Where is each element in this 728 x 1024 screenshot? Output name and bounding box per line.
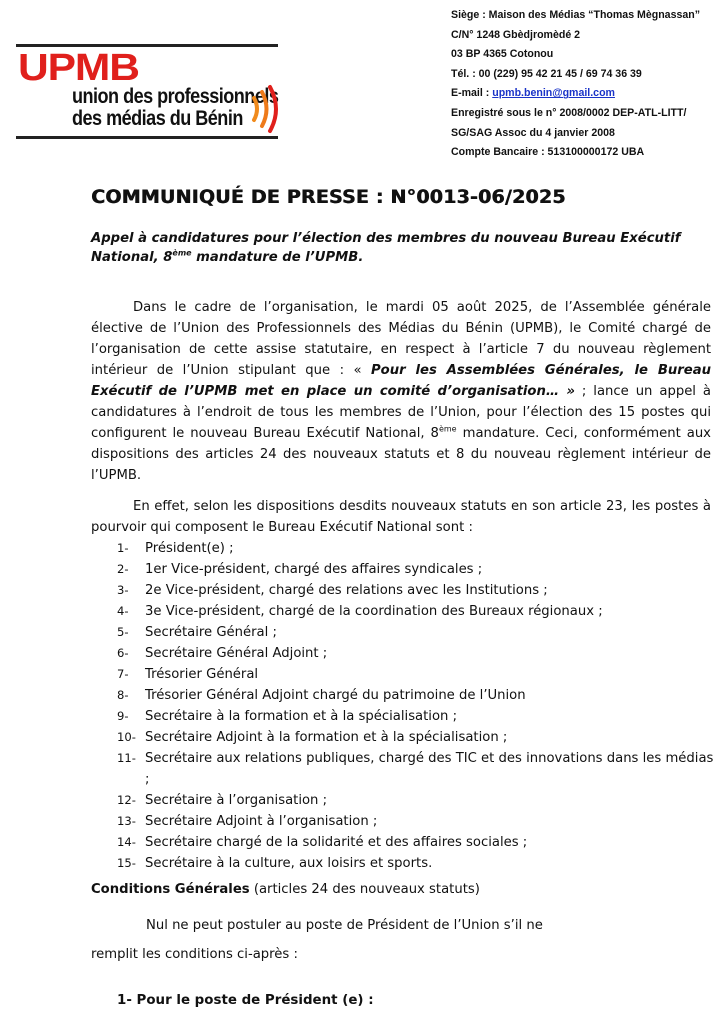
conditions-line-1: Nul ne peut postuler au poste de Président de l’Union s’il ne (146, 918, 543, 933)
list-number: 10- (117, 730, 136, 744)
list-item (117, 622, 717, 643)
list-item (117, 832, 717, 853)
list-number: 3- (117, 583, 129, 597)
list-item (117, 706, 717, 727)
list-item (117, 685, 717, 706)
conditions-heading (91, 882, 480, 897)
list-label: Secrétaire Adjoint à la formation et à la spécialisation ; (145, 730, 508, 745)
registration-line-1: Enregistré sous le n° 2008/0002 DEP-ATL-LITT/ (451, 106, 687, 119)
list-label: Secrétaire Général Adjoint ; (145, 646, 328, 661)
logo-rule-bottom (16, 136, 278, 139)
list-item (117, 580, 717, 601)
list-label: 1er Vice-président, chargé des affaires syndicales ; (145, 562, 483, 577)
list-item (117, 790, 717, 811)
email-link[interactable]: upmb.benin@gmail.com (492, 87, 615, 100)
list-label: Secrétaire Général ; (145, 625, 277, 640)
intro-text-b: ; lance un appel à candidatures à l’endroit de tous les membres de l’Union, pour l’élection des 15 postes qui configurent le nouveau Bureau Exécutif National, 8 (91, 384, 711, 441)
email-label: E-mail : (451, 87, 493, 100)
intro-sup: ème (438, 424, 457, 434)
list-label: Trésorier Général Adjoint chargé du patrimoine de l’Union (145, 688, 526, 703)
list-item (117, 853, 717, 874)
list-item (117, 538, 717, 559)
list-label: Secrétaire à l’organisation ; (145, 793, 328, 808)
upmb-logo (16, 44, 280, 140)
subtitle (91, 229, 711, 267)
address-email-row (451, 84, 723, 104)
list-label: Président(e) ; (145, 541, 234, 556)
radio-waves-icon (250, 84, 284, 134)
address-bp: 03 BP 4365 Cotonou (451, 48, 554, 61)
list-item (117, 643, 717, 664)
list-number: 9- (117, 709, 129, 723)
list-label: 3e Vice-président, chargé de la coordination des Bureaux régionaux ; (145, 604, 603, 619)
registration-line-2: SG/SAG Assoc du 4 janvier 2008 (451, 126, 615, 139)
list-item (117, 811, 717, 832)
contact-block (451, 6, 723, 163)
list-number: 11- (117, 751, 136, 765)
press-release-title: COMMUNIQUÉ DE PRESSE : N°0013-06/2025 (91, 186, 566, 208)
list-label: Secrétaire chargé de la solidarité et des affaires sociales ; (145, 835, 528, 850)
logo-line-1: union des professionnels (72, 85, 279, 108)
list-item (117, 727, 717, 748)
intro-text-c: mandature. Ceci, conformément aux dispositions des articles 24 des nouveaux statuts et 8 du nouveau règlement intérieur de l’UPMB. (91, 426, 711, 483)
list-number: 7- (117, 667, 129, 681)
intro-paragraph (91, 297, 711, 486)
list-number: 5- (117, 625, 129, 639)
address-siege: Siège : Maison des Médias “Thomas Mègnassan” (451, 9, 701, 21)
list-number: 15- (117, 856, 136, 870)
list-number: 2- (117, 562, 129, 576)
postes-list (117, 538, 717, 874)
subtitle-text-b: mandature de l’UPMB. (191, 250, 364, 265)
list-number: 4- (117, 604, 129, 618)
conditions-heading-bold: Conditions Générales (91, 882, 250, 897)
list-item (117, 748, 717, 790)
list-number: 14- (117, 835, 136, 849)
list-item (117, 664, 717, 685)
list-label: 2e Vice-président, chargé des relations avec les Institutions ; (145, 583, 548, 598)
list-item (117, 559, 717, 580)
list-number: 8- (117, 688, 129, 702)
logo-line-2: des médias du Bénin (72, 107, 243, 130)
list-item (117, 601, 717, 622)
subtitle-sup: ème (172, 248, 192, 258)
subtitle-text-a: Appel à candidatures pour l’élection des membres du nouveau Bureau Exécutif National, 8 (91, 231, 681, 265)
address-cn: C/N° 1248 Gbèdjromèdé 2 (451, 28, 581, 41)
list-label: Secrétaire à la formation et à la spécialisation ; (145, 709, 458, 724)
address-tel: Tél. : 00 (229) 95 42 21 45 / 69 74 36 39 (451, 67, 642, 80)
list-label: Secrétaire aux relations publiques, chargé des TIC et des innovations dans les médias ; (145, 751, 714, 787)
bank-account: Compte Bancaire : 513100000172 UBA (451, 146, 645, 159)
conditions-line-2: remplit les conditions ci-après : (91, 947, 298, 962)
list-number: 1- (117, 541, 129, 555)
list-number: 13- (117, 814, 136, 828)
list-label: Secrétaire à la culture, aux loisirs et sports. (145, 856, 433, 871)
president-conditions-item: 1- Pour le poste de Président (e) : (117, 993, 374, 1008)
list-number: 12- (117, 793, 136, 807)
intro-text-a: Dans le cadre de l’organisation, le mardi 05 août 2025, de l’Assemblée générale élective de l’Union des Professionnels des Médias du Bénin (UPMB), le Comité chargé de l’organisation de cette assise statutaire, en respect à l’article 7 du nouveau règlement intérieur de l’Union stipulant que : « (91, 300, 711, 378)
postes-intro-paragraph: En effet, selon les dispositions desdits nouveaux statuts en son article 23, les postes à pourvoir qui composent le Bureau Exécutif National sont : (91, 499, 711, 535)
list-label: Secrétaire Adjoint à l’organisation ; (145, 814, 378, 829)
logo-acronym: UPMB (18, 47, 139, 89)
conditions-heading-suffix: (articles 24 des nouveaux statuts) (249, 882, 480, 897)
list-label: Trésorier Général (145, 667, 259, 682)
list-number: 6- (117, 646, 129, 660)
intro-quote: Pour les Assemblées Générales, le Bureau Exécutif de l’UPMB met en place un comité d’organisation… » (91, 363, 711, 399)
